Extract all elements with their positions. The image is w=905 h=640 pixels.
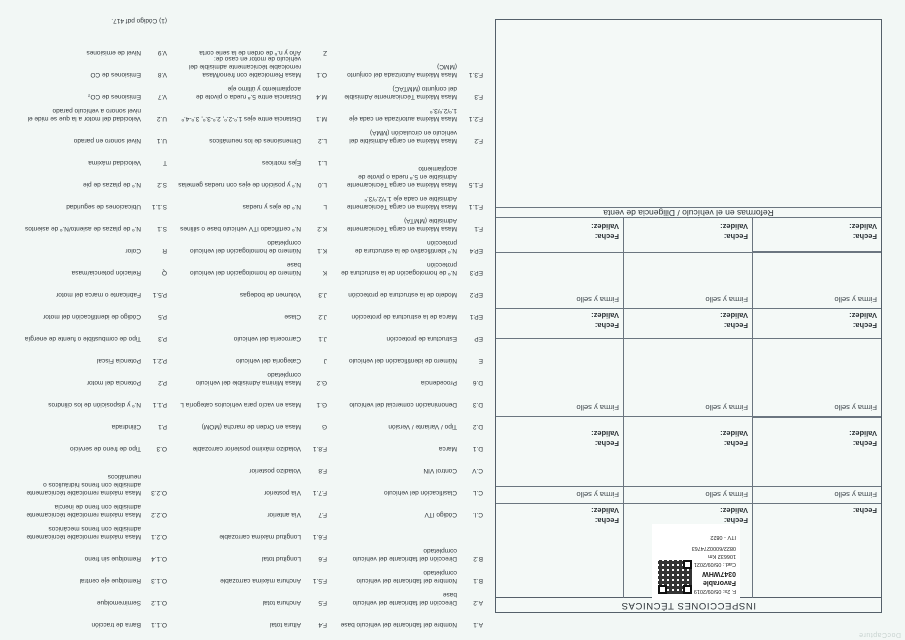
legend-description: N.º de homologación de la estructura de protección bbox=[341, 261, 457, 276]
legend-description: Potencia Fiscal bbox=[96, 357, 141, 364]
legend-code: O.2.1 bbox=[151, 533, 167, 540]
validez-label: Validez: bbox=[591, 429, 619, 438]
legend-code: EP.3 bbox=[469, 269, 483, 276]
legend-row bbox=[13, 300, 483, 320]
legend-description: Emisiones de CO₂ bbox=[87, 93, 141, 100]
legend-code: F.8.1 bbox=[312, 445, 327, 452]
legend-code: L bbox=[323, 203, 327, 210]
legend-description: Masa Máxima Técnicamente Admisible del conjunto (MMTAC) bbox=[344, 85, 457, 100]
divider bbox=[753, 417, 881, 418]
legend-code: F.2.1 bbox=[468, 115, 483, 122]
legend-description: Masa en Orden de marcha (MOM) bbox=[201, 423, 301, 430]
legend-code: O.1.3 bbox=[151, 577, 167, 584]
fecha-label: Fecha: bbox=[852, 321, 877, 330]
legend-code: D.6 bbox=[472, 379, 483, 386]
legend-code: Q bbox=[161, 269, 167, 276]
legend-description: Nivel sonoro en parado bbox=[73, 137, 141, 144]
validez-label: Validez: bbox=[591, 506, 619, 515]
fecha-label: Fecha: bbox=[852, 439, 877, 448]
legend-description: Tipo / Variante / Versión bbox=[388, 423, 457, 430]
legend-code: M.1 bbox=[316, 115, 327, 122]
legend-row bbox=[13, 278, 483, 298]
signature-cell bbox=[496, 338, 623, 416]
legend-description: Modelo de la estructura de protección bbox=[348, 291, 457, 298]
legend-code: EP.1 bbox=[469, 313, 483, 320]
legend-description: Longitud total bbox=[261, 555, 301, 562]
legend-row bbox=[13, 55, 483, 78]
legend-description: Número de homologación del vehículo completado bbox=[190, 239, 301, 254]
legend-code: C.I. bbox=[472, 511, 483, 518]
legend-description: Relación potencia/masa bbox=[71, 269, 141, 276]
inspection-cell bbox=[623, 217, 752, 252]
legend-description: Fabricante o marca del motor bbox=[56, 291, 141, 298]
legend-description: N.º de plazas de asiento/N.º de asientos bbox=[24, 225, 141, 232]
legend-description: Masa Remolcable con freno/Masa remolcable técnicamente admisible del vehículo de motor en caso de: bbox=[188, 55, 301, 78]
legend-code: J.3 bbox=[318, 291, 327, 298]
legend-row bbox=[13, 388, 483, 408]
inspection-cell bbox=[752, 416, 881, 486]
fecha-label: Fecha: bbox=[594, 321, 619, 330]
legend-description: Marca de la estructura de protección bbox=[351, 313, 457, 320]
validez-label: Validez: bbox=[591, 222, 619, 231]
legend-description: Semirremolque bbox=[96, 599, 141, 606]
inspection-cell bbox=[623, 308, 752, 338]
reformas-title: Reformas en el vehículo / Diligencia de venta bbox=[496, 207, 881, 217]
sticker-expiry: Cad.: 05/09/2021 bbox=[693, 561, 736, 567]
legend-row bbox=[13, 322, 483, 342]
legend-row bbox=[13, 498, 483, 518]
legend-description: Masa en vacío para vehículos categoría L bbox=[180, 401, 301, 408]
legend-description: Masa máxima remolcable técnicamente admisible con frenos mecánicos bbox=[26, 525, 141, 540]
legend-code: U.1 bbox=[156, 137, 167, 144]
fecha-label: Fecha: bbox=[594, 439, 619, 448]
legend-description: Nombre del fabricante del vehículo base bbox=[340, 621, 457, 628]
legend-code: P.1 bbox=[158, 423, 167, 430]
legend-row bbox=[13, 366, 483, 386]
legend-code: B.1 bbox=[473, 577, 483, 584]
signature-cell bbox=[623, 338, 752, 416]
fecha-label: Fecha: bbox=[852, 506, 877, 515]
legend-description: Nombre del fabricante del vehículo completado bbox=[356, 569, 457, 584]
legend-code: O.2.2 bbox=[151, 511, 167, 518]
validez-label: Validez: bbox=[849, 222, 877, 231]
legend-description: Denominación comercial del vehículo bbox=[349, 401, 457, 408]
legend-row bbox=[13, 124, 483, 144]
legend-row bbox=[13, 146, 483, 166]
legend-code: Z bbox=[323, 49, 327, 56]
code-legend bbox=[13, 12, 483, 628]
legend-code: J bbox=[323, 357, 327, 364]
signature-cell bbox=[752, 486, 881, 503]
legend-description: Distancia entre 5.ª rueda o pivote de acoplamiento y último eje bbox=[195, 85, 301, 100]
validez-label: Validez: bbox=[720, 506, 748, 515]
legend-row bbox=[13, 608, 483, 628]
legend-description: N.º de plazas de pie bbox=[82, 181, 141, 188]
legend-code: O.1 bbox=[316, 71, 327, 78]
legend-description: Número de identificación del vehículo bbox=[348, 357, 457, 364]
inspection-cell bbox=[752, 217, 881, 252]
legend-row bbox=[13, 454, 483, 474]
legend-description: Longitud máxima carrozable bbox=[219, 533, 301, 540]
legend-code: F.5 bbox=[318, 599, 327, 606]
fecha-label: Fecha: bbox=[852, 232, 877, 241]
legend-description: Tipo de freno de servicio bbox=[70, 445, 141, 452]
signature-cell bbox=[496, 252, 623, 308]
legend-description: Clasificación del vehículo bbox=[384, 489, 457, 496]
firma-label: Firma y sello bbox=[705, 295, 748, 304]
firma-label: Firma y sello bbox=[576, 490, 619, 499]
legend-code: F.6.1 bbox=[312, 533, 327, 540]
reformas-area bbox=[496, 19, 881, 208]
legend-code: R bbox=[162, 247, 167, 254]
legend-code: F.8 bbox=[318, 467, 327, 474]
legend-code: F.2 bbox=[474, 137, 483, 144]
legend-row bbox=[13, 586, 483, 606]
legend-description: Masa máxima remolcable técnicamente admisible con frenos hidráulicos o neumáticos bbox=[26, 473, 141, 496]
legend-code: S.1.1 bbox=[151, 203, 167, 210]
legend-description: Dirección del fabricante del vehículo base bbox=[352, 591, 457, 606]
sticker-mileage: 106632 Km bbox=[707, 553, 736, 559]
legend-description: Control VIN bbox=[423, 467, 457, 474]
legend-code: F.6 bbox=[318, 555, 327, 562]
legend-description: Anchura total bbox=[262, 599, 301, 606]
firma-label: Firma y sello bbox=[834, 403, 877, 412]
legend-code: U.2 bbox=[156, 115, 167, 122]
legend-row bbox=[13, 520, 483, 540]
legend-row bbox=[13, 190, 483, 210]
fecha-label: Fecha: bbox=[723, 516, 748, 525]
legend-code: O.2.3 bbox=[151, 489, 167, 496]
sticker-result: Favorable bbox=[702, 579, 736, 586]
legend-description: Año y n.º de orden de la serie corta bbox=[199, 49, 301, 56]
legend-code: J.1 bbox=[318, 335, 327, 342]
legend-description: Código de identificación del motor bbox=[43, 313, 141, 320]
legend-code: A.2 bbox=[473, 599, 483, 606]
legend-description: Masa Máxima en carga Técnicamente Admisible en 5.ª rueda o pivote de acoplamiento bbox=[346, 165, 457, 188]
legend-row bbox=[13, 102, 483, 122]
validez-label: Validez: bbox=[591, 311, 619, 320]
legend-code: P.1.1 bbox=[152, 401, 167, 408]
legend-code: V.9 bbox=[157, 49, 167, 56]
fecha-label: Fecha: bbox=[723, 321, 748, 330]
legend-code: F.7.1 bbox=[312, 489, 327, 496]
firma-label: Firma y sello bbox=[834, 295, 877, 304]
legend-code: V.7 bbox=[157, 93, 167, 100]
firma-label: Firma y sello bbox=[705, 490, 748, 499]
legend-code: L.1 bbox=[317, 159, 327, 166]
legend-code: P.5 bbox=[158, 313, 167, 320]
legend-description: Dimensiones de los neumáticos bbox=[209, 137, 301, 144]
legend-description: Masa Máxima autorizada en cada eje 1.º/2.º/3.º bbox=[348, 107, 457, 122]
sticker-reference: 0822/6000274763 bbox=[691, 545, 736, 551]
legend-row bbox=[13, 80, 483, 100]
firma-label: Firma y sello bbox=[576, 295, 619, 304]
legend-description: Procedencia bbox=[420, 379, 457, 386]
signature-cell bbox=[623, 252, 752, 308]
legend-code: D.2 bbox=[472, 423, 483, 430]
legend-code: O.1.2 bbox=[151, 599, 167, 606]
fecha-label: Fecha: bbox=[723, 439, 748, 448]
legend-code: P.2 bbox=[158, 379, 167, 386]
legend-code: T bbox=[163, 159, 167, 166]
fecha-label: Fecha: bbox=[594, 232, 619, 241]
legend-row bbox=[13, 473, 483, 496]
legend-row bbox=[13, 36, 483, 56]
legend-description: Vía anterior bbox=[267, 511, 301, 518]
signature-cell bbox=[752, 338, 881, 416]
signature-cell bbox=[752, 252, 881, 308]
legend-row bbox=[13, 432, 483, 452]
legend-code: C.V bbox=[472, 467, 483, 474]
legend-description: Volumen de bodegas bbox=[239, 291, 301, 298]
legend-description: Dirección del fabricante del vehículo completado bbox=[352, 547, 457, 562]
legend-code: S.2 bbox=[157, 181, 167, 188]
legend-description: Masa Máxima en carga Técnicamente Admisible (MMTA) bbox=[346, 217, 457, 232]
inspection-cell bbox=[496, 308, 623, 338]
legend-code: F.5.1 bbox=[312, 577, 327, 584]
legend-code: F.1.1 bbox=[468, 203, 483, 210]
legend-row bbox=[13, 165, 483, 188]
validez-label: Validez: bbox=[720, 311, 748, 320]
firma-label: Firma y sello bbox=[705, 403, 748, 412]
legend-description: Voladizo posterior bbox=[249, 467, 301, 474]
legend-code: G.2 bbox=[316, 379, 327, 386]
legend-description: Código ITV bbox=[424, 511, 457, 518]
inspections-title: INSPECCIONES TÉCNICAS bbox=[496, 597, 881, 612]
sticker-station: ITV - 0822 bbox=[710, 534, 736, 540]
legend-description: Masa Máxima Autorizada del conjunto (MMC) bbox=[347, 63, 457, 78]
validez-label: Validez: bbox=[720, 222, 748, 231]
legend-code: F.7 bbox=[318, 511, 327, 518]
legend-description: Anchura máxima carrozable bbox=[220, 577, 301, 584]
legend-code: O.1.1 bbox=[151, 621, 167, 628]
legend-description: N.º de ejes y ruedas bbox=[242, 203, 301, 210]
fecha-label: Fecha: bbox=[594, 516, 619, 525]
legend-code: L.2 bbox=[317, 137, 327, 144]
inspection-cell bbox=[496, 503, 623, 598]
legend-description: Remolque eje central bbox=[79, 577, 141, 584]
legend-code: C.L bbox=[472, 489, 483, 496]
legend-description: Masa Mínima Admisible del vehículo completado bbox=[195, 371, 301, 386]
legend-code: D.1 bbox=[472, 445, 483, 452]
fecha-label: Fecha: bbox=[723, 232, 748, 241]
legend-code: F.3.1 bbox=[468, 71, 483, 78]
inspection-cell bbox=[752, 308, 881, 338]
legend-code: G.1 bbox=[316, 401, 327, 408]
legend-row bbox=[13, 212, 483, 232]
inspection-cell bbox=[496, 416, 623, 486]
legend-description: Velocidad máxima bbox=[88, 159, 141, 166]
inspection-cell bbox=[752, 503, 881, 598]
validez-label: Validez: bbox=[720, 429, 748, 438]
legend-code: P.3 bbox=[158, 335, 167, 342]
signature-cell bbox=[623, 486, 752, 503]
firma-label: Firma y sello bbox=[834, 490, 877, 499]
legend-code: E bbox=[478, 357, 483, 364]
legend-code: P.2.1 bbox=[152, 357, 167, 364]
legend-description: Color bbox=[125, 247, 141, 254]
legend-code: B.2 bbox=[473, 555, 483, 562]
legend-code: O.1.4 bbox=[151, 555, 167, 562]
legend-description: Remolque sin freno bbox=[84, 555, 141, 562]
legend-description: Ejes motrices bbox=[261, 159, 301, 166]
legend-code: EP.4 bbox=[469, 247, 483, 254]
legend-row bbox=[13, 410, 483, 430]
inspection-cell bbox=[496, 217, 623, 252]
legend-code: P.5.1 bbox=[152, 291, 167, 298]
legend-description: Marca bbox=[438, 445, 457, 452]
legend-code: M.4 bbox=[316, 93, 327, 100]
legend-description: Potencia del motor bbox=[86, 379, 141, 386]
legend-description: Masa máxima remolcable técnicamente admisible con freno de inercia bbox=[26, 503, 141, 518]
legend-code: D.3 bbox=[472, 401, 483, 408]
legend-description: Carrocería del vehículo bbox=[233, 335, 301, 342]
validez-label: Validez: bbox=[849, 311, 877, 320]
legend-description: Distancia entre ejes 1.º-2.º, 2.º-3.º, 3.º-4.º bbox=[181, 115, 301, 122]
firma-label: Firma y sello bbox=[576, 403, 619, 412]
legend-description: Cilindrada bbox=[111, 423, 141, 430]
legend-code: V.8 bbox=[157, 71, 167, 78]
legend-description: Número de homologación del vehículo base bbox=[190, 261, 301, 276]
legend-description: Barra de tracción bbox=[91, 621, 141, 628]
legend-code: F.1 bbox=[474, 225, 483, 232]
validez-label: Validez: bbox=[849, 429, 877, 438]
legend-code: EP.2 bbox=[469, 291, 483, 298]
legend-description: Masa Máxima en carga Admisible del vehículo en circulación (MMA) bbox=[349, 129, 457, 144]
legend-row bbox=[13, 234, 483, 254]
legend-description: Emisiones de CO bbox=[90, 71, 141, 78]
legend-code: J.2 bbox=[318, 313, 327, 320]
legend-code: K.1 bbox=[317, 247, 327, 254]
legend-description: N.º identificativo de la estructura de protección bbox=[354, 239, 457, 254]
signature-cell bbox=[496, 486, 623, 503]
legend-description: Voladizo máximo posterior carrozable bbox=[192, 445, 301, 452]
legend-code: EP bbox=[474, 335, 483, 342]
legend-description: Vía posterior bbox=[264, 489, 301, 496]
legend-description: Altura total bbox=[269, 621, 301, 628]
legend-code: K.2 bbox=[317, 225, 327, 232]
inspection-cell bbox=[623, 503, 752, 598]
legend-description: N.º certificado ITV vehículo base o sillines bbox=[180, 225, 301, 232]
divider bbox=[752, 251, 881, 252]
legend-row bbox=[13, 344, 483, 364]
legend-code: F.4 bbox=[318, 621, 327, 628]
legend-description: N.º y disposición de los cilindros bbox=[48, 401, 141, 408]
legend-row bbox=[13, 564, 483, 584]
legend-code: G bbox=[321, 423, 327, 430]
legend-description: Velocidad del motor a la que se mide el nivel sonoro a vehículo parado bbox=[27, 107, 141, 122]
legend-code: O.3 bbox=[156, 445, 167, 452]
legend-code: K bbox=[322, 269, 327, 276]
legend-row bbox=[13, 256, 483, 276]
legend-code: L.0 bbox=[317, 181, 327, 188]
inspections-panel bbox=[495, 19, 882, 613]
legend-code: F.3 bbox=[474, 93, 483, 100]
watermark-text: DocCapture bbox=[858, 631, 901, 638]
legend-description: Nivel de emisiones bbox=[86, 49, 141, 56]
legend-description: Clase bbox=[284, 313, 301, 320]
legend-code: A.1 bbox=[473, 621, 483, 628]
legend-code: S.1 bbox=[157, 225, 167, 232]
legend-code: F.1.5 bbox=[468, 181, 483, 188]
inspection-cell bbox=[623, 416, 752, 486]
legend-description: Masa Máxima en carga Técnicamente Admisible en cada eje 1.º/2.º/3.º bbox=[346, 195, 457, 210]
legend-footnote: (1) Código pdf 417. bbox=[111, 17, 167, 24]
sticker-plate: 0347WHW bbox=[702, 570, 736, 577]
legend-description: Estructura de protección bbox=[386, 335, 457, 342]
legend-description: Tipo de combustible o fuente de energía bbox=[24, 335, 141, 342]
legend-description: Ubicaciones de seguridad bbox=[66, 203, 141, 210]
sticker-inspection-date: F. 2s: 05/09/2019 bbox=[693, 588, 736, 594]
legend-description: Categoría del vehículo bbox=[235, 357, 301, 364]
legend-description: N.º y posición de ejes con ruedas gemelas bbox=[178, 181, 301, 188]
legend-row bbox=[13, 542, 483, 562]
